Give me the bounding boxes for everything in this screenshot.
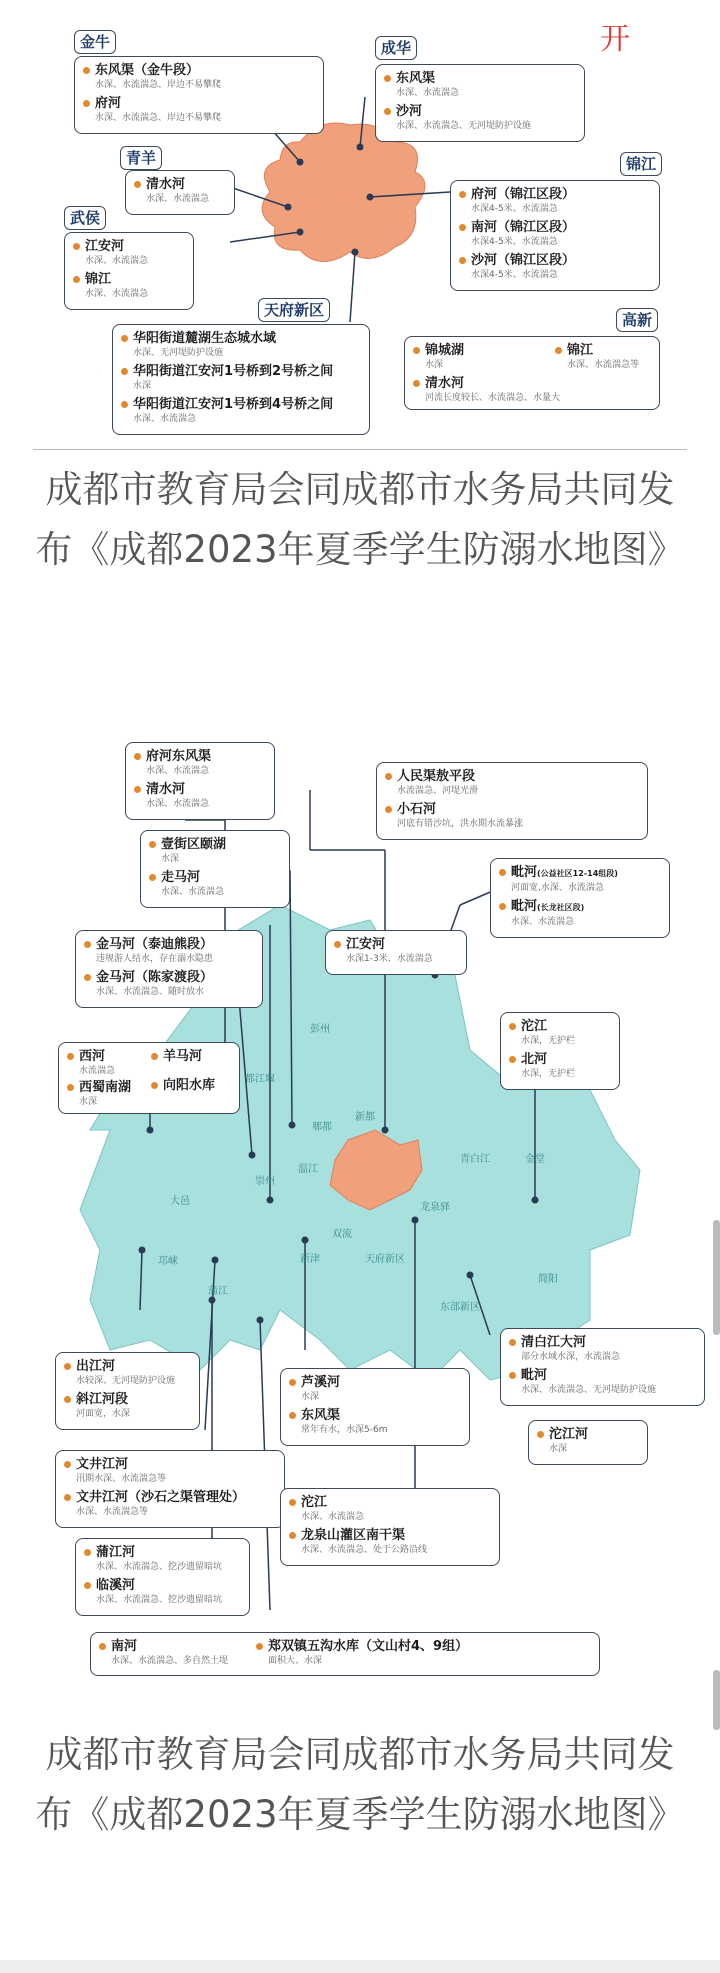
river-desc: 水流湍急、河堤光滑 [397, 786, 479, 796]
river-box [55, 1352, 200, 1430]
district-box-wuhou [64, 232, 194, 310]
map-label: 东部新区 [440, 1302, 480, 1313]
river-name [499, 898, 661, 916]
river-name: 沱江 [509, 1018, 611, 1035]
map-label: 双流 [332, 1229, 352, 1240]
river-desc: 河底有错沙坑，洪水期水流暴涨 [397, 819, 524, 829]
river-desc: 水深 [425, 360, 444, 370]
river-name-text: 毗河 [511, 865, 538, 880]
map-label: 金堂 [525, 1154, 545, 1165]
river-desc: 水深 [133, 381, 152, 391]
district-box-gaoxin [404, 336, 660, 410]
river-name: 走马河 [149, 869, 281, 886]
river-desc: 水深、无河堤防护设施 [133, 348, 224, 358]
river-name: 清水河 [134, 781, 266, 798]
map-label: 新津 [300, 1254, 320, 1265]
river-name: 毗河 [509, 1367, 696, 1384]
open-label: 开 [600, 22, 630, 57]
river-name: 向阳水库 [151, 1077, 215, 1094]
river-box [140, 830, 290, 908]
river-desc: 水深、水流湍急、随时放水 [96, 987, 205, 997]
river-desc: 水深1-3米、水流湍急 [346, 954, 433, 964]
river-name: 清水河 [134, 176, 226, 193]
river-name: 文井江河 [64, 1456, 276, 1473]
river-name: 郑双镇五沟水库（文山村4、9组） [256, 1638, 468, 1655]
river-name: 清水河 [413, 375, 560, 392]
river-name: 蒲江河 [84, 1544, 241, 1561]
river-desc: 违规游人结水，存在溺水隐患 [96, 954, 214, 964]
map-label: 彭州 [310, 1024, 330, 1035]
river-name [499, 864, 661, 882]
river-name: 人民渠敖平段 [385, 768, 639, 785]
district-box-tianfu [112, 324, 370, 435]
river-box [125, 742, 275, 820]
map-label: 蒲江 [208, 1286, 228, 1297]
river-name: 锦江 [555, 342, 639, 359]
river-desc: 水深、水流湍急 [85, 289, 149, 299]
river-box [376, 762, 648, 840]
divider [33, 449, 687, 450]
river-desc: 面积大、水深 [268, 1656, 323, 1666]
river-desc: 常年有水，水深5-6m [301, 1425, 388, 1435]
river-desc: 水较深、无河堤防护设施 [76, 1376, 176, 1386]
river-name: 出江河 [64, 1358, 191, 1375]
river-desc: 水流湍急 [79, 1066, 116, 1076]
river-name-text: 毗河 [511, 899, 538, 914]
river-desc: 水深、水流湍急 [146, 799, 210, 809]
river-name: 临溪河 [84, 1577, 241, 1594]
river-desc: 水深、水流湍急、岸边不易攀爬 [95, 80, 222, 90]
river-box [500, 1328, 705, 1406]
river-desc: 水深 [549, 1444, 568, 1454]
map-label: 温江 [298, 1164, 318, 1175]
district-tag-chenghua: 成华 [375, 36, 417, 60]
river-name: 南河 [99, 1638, 228, 1655]
river-box [75, 1538, 250, 1616]
river-desc: 河面宽,水深、水流湍急 [511, 883, 604, 893]
river-desc: 水深、水流湍急、挖沙遗留暗坑 [96, 1595, 223, 1605]
district-box-qingyang [125, 170, 235, 215]
river-name: 西河 [67, 1048, 131, 1065]
district-box-chenghua [375, 64, 585, 142]
river-desc: 水深 [301, 1392, 320, 1402]
river-name: 东风渠 [384, 70, 576, 87]
river-name: 沙河 [384, 103, 576, 120]
scrollbar-thumb-lower[interactable] [713, 1670, 720, 1730]
river-desc: 水深4-5米、水流湍急 [471, 204, 558, 214]
river-desc: 水深、水流湍急 [161, 887, 225, 897]
river-name: 壹街区颐湖 [149, 836, 281, 853]
river-desc: 汛期水深、水流湍急等 [76, 1474, 167, 1484]
river-name: 沙河（锦江区段） [459, 252, 651, 269]
river-desc: 河流长度较长、水流湍急、水量大 [425, 393, 561, 403]
river-name: 芦溪河 [289, 1374, 461, 1391]
caption-2: 成都市教育局会同成都市水务局共同发布《成都2023年夏季学生防溺水地图》 [35, 1733, 685, 1836]
map-label: 邛崃 [158, 1256, 178, 1267]
river-name: 南河（锦江区段） [459, 219, 651, 236]
river-name: 府河（锦江区段） [459, 186, 651, 203]
district-box-jinjiang [450, 180, 660, 291]
river-desc: 水深、水流湍急、处于公路沿线 [301, 1545, 428, 1555]
river-desc: 水深，无护栏 [521, 1069, 576, 1079]
river-name: 东风渠（金牛段） [83, 62, 315, 79]
map-label: 都江堰 [245, 1074, 275, 1085]
river-name: 华阳街道江安河1号桥到4号桥之间 [121, 396, 361, 413]
river-name: 羊马河 [151, 1048, 215, 1065]
river-name: 斜江河段 [64, 1391, 191, 1408]
map-label: 龙泉驿 [420, 1202, 450, 1213]
river-box [528, 1420, 648, 1465]
district-tag-qingyang: 青羊 [120, 146, 162, 170]
river-desc: 水深、水流湍急、挖沙遗留暗坑 [96, 1562, 223, 1572]
river-desc: 部分水域水深，水流湍急 [521, 1352, 621, 1362]
river-name: 东风渠 [289, 1407, 461, 1424]
river-desc: 水深、水流湍急 [301, 1512, 365, 1522]
river-desc: 水深 [161, 854, 180, 864]
district-tag-jinjiang: 锦江 [620, 152, 662, 176]
river-name: 金马河（陈家渡段） [84, 969, 254, 986]
river-box [325, 930, 467, 975]
district-box-jinniu [74, 56, 324, 134]
map-label: 郫都 [312, 1122, 332, 1133]
river-desc: 水深 [79, 1097, 98, 1107]
river-name: 龙泉山灌区南干渠 [289, 1527, 491, 1544]
map-label: 大邑 [170, 1196, 190, 1207]
river-box [280, 1488, 500, 1566]
map-chengdu-full [30, 730, 690, 1690]
river-section: (公益社区12-14组段) [537, 869, 618, 878]
river-name: 金马河（泰迪熊段） [84, 936, 254, 953]
river-desc: 水深、水流湍急 [146, 766, 210, 776]
river-desc: 水深、水流湍急等 [567, 360, 640, 370]
river-desc: 水深、水流湍急 [511, 917, 575, 927]
district-tag-wuhou: 武侯 [64, 206, 106, 230]
river-desc: 水深、水流湍急 [146, 194, 210, 204]
river-name: 小石河 [385, 801, 639, 818]
river-name: 清白江大河 [509, 1334, 696, 1351]
district-tag-tianfu: 天府新区 [258, 298, 330, 322]
river-desc: 水深、水流湍急等 [76, 1507, 149, 1517]
river-name: 锦江 [73, 271, 185, 288]
river-desc: 水深、水流湍急 [133, 414, 197, 424]
river-box [280, 1368, 470, 1446]
river-box [58, 1042, 240, 1114]
river-box [490, 858, 670, 938]
river-section: (长龙社区段) [537, 903, 585, 912]
map-label: 简阳 [538, 1274, 558, 1285]
river-desc: 水深，无护栏 [521, 1036, 576, 1046]
district-tag-jinniu: 金牛 [74, 30, 116, 54]
map-label: 新都 [355, 1112, 375, 1123]
map-label: 崇州 [255, 1176, 275, 1187]
river-name: 北河 [509, 1051, 611, 1068]
river-box [500, 1012, 620, 1090]
river-box [55, 1450, 285, 1528]
river-desc: 河面宽，水深 [76, 1409, 131, 1419]
map-label: 青白江 [460, 1154, 490, 1165]
river-name: 文井江河（沙石之渠管理处） [64, 1489, 276, 1506]
river-name: 府河 [83, 95, 315, 112]
river-box [75, 930, 263, 1008]
river-desc: 水深、水流湍急 [85, 256, 149, 266]
river-name: 沱江 [289, 1494, 491, 1511]
river-name: 锦城湖 [413, 342, 464, 359]
river-desc: 水深、水流湍急 [396, 88, 460, 98]
river-box [90, 1632, 600, 1676]
map-central-districts [30, 22, 690, 452]
river-desc: 水深、水流湍急、多自然土堤 [111, 1656, 229, 1666]
river-name: 华阳街道江安河1号桥到2号桥之间 [121, 363, 361, 380]
river-desc: 水深、水流湍急、无河堤防护设施 [521, 1385, 657, 1395]
river-name: 江安河 [334, 936, 458, 953]
scrollbar-thumb[interactable] [713, 1220, 720, 1335]
bottom-bar [0, 1960, 720, 1973]
river-name: 江安河 [73, 238, 185, 255]
river-desc: 水深4-5米、水流湍急 [471, 237, 558, 247]
river-name: 府河东风渠 [134, 748, 266, 765]
river-desc: 水深、水流湍急、无河堤防护设施 [396, 121, 532, 131]
river-name: 西蜀南湖 [67, 1079, 131, 1096]
district-tag-gaoxin: 高新 [616, 308, 658, 332]
river-desc: 水深、水流湍急、岸边不易攀爬 [95, 113, 222, 123]
river-desc: 水深4-5米、水流湍急 [471, 270, 558, 280]
map-label: 天府新区 [365, 1254, 405, 1265]
river-name: 华阳街道麓湖生态城水域 [121, 330, 361, 347]
caption-1: 成都市教育局会同成都市水务局共同发布《成都2023年夏季学生防溺水地图》 [35, 468, 685, 571]
river-name: 沱江河 [537, 1426, 639, 1443]
